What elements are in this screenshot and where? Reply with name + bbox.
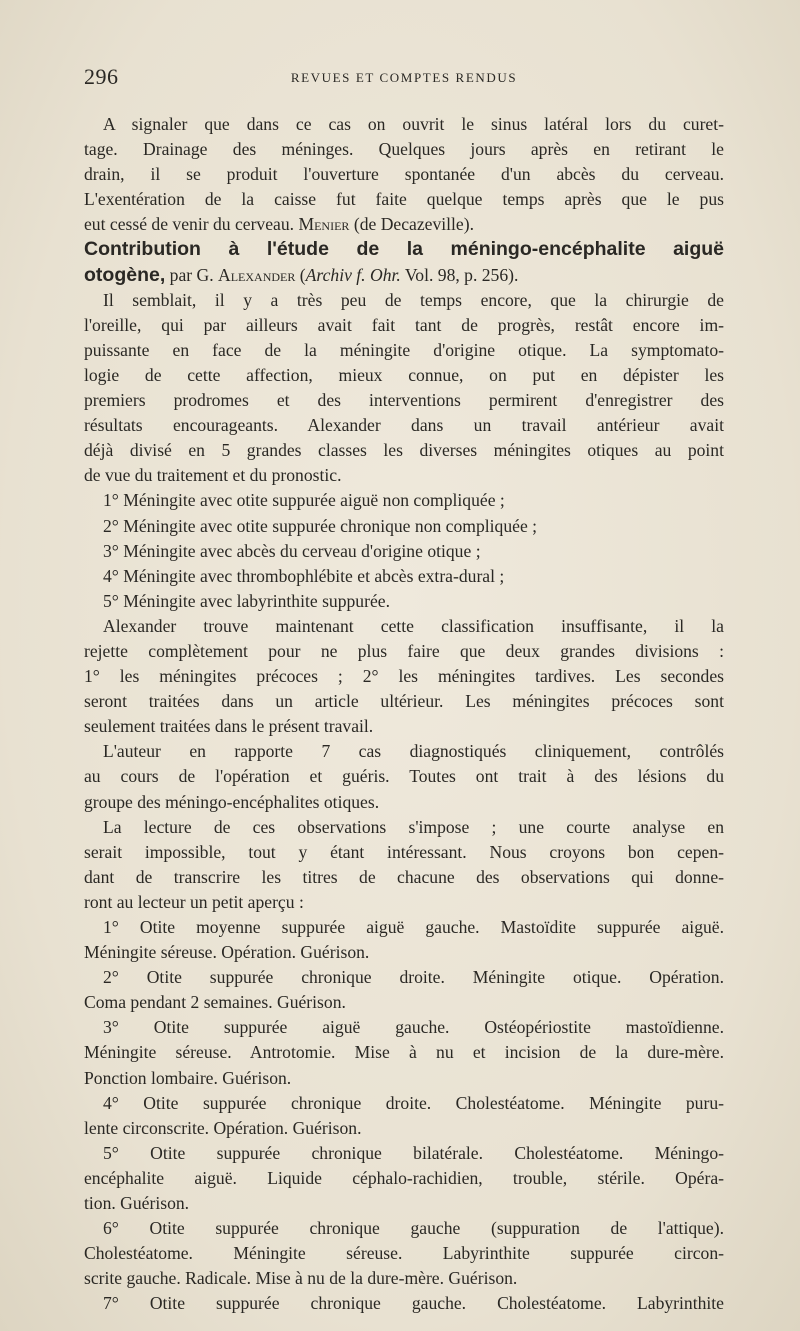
observation-7	[84, 1291, 724, 1316]
text-line: logie de cette affection, mieux connue, on put en dépister les	[84, 364, 724, 385]
text-line: Cholestéatome. Méningite séreuse. Labyrinthite suppurée circon-	[84, 1243, 724, 1264]
list-item: 2° Méningite avec otite suppurée chronique non compliquée ;	[103, 515, 538, 536]
text-segment: eut cessé de venir du cerveau.	[84, 214, 299, 235]
text-line: dant de transcrire les titres de chacune des observations qui donne-	[84, 866, 724, 887]
list-item: 4° Méningite avec thrombophlébite et abcès extra-dural ;	[103, 565, 505, 586]
observation-2	[84, 965, 724, 1015]
text-line: puissante en face de la méningite d'origine otique. La symptomato-	[84, 339, 724, 360]
text-line: seront traitées dans un article ultérieur. Les méningites précoces sont	[84, 691, 724, 712]
body-text	[84, 112, 724, 1317]
observation-3	[84, 1015, 724, 1090]
text-line: tage. Drainage des méninges. Quelques jours après en retirant le	[84, 139, 724, 160]
text-line: Ponction lombaire. Guérison.	[84, 1067, 292, 1088]
text-line: ront au lecteur un petit aperçu :	[84, 891, 304, 912]
article-author: Alexander	[218, 264, 296, 285]
text-segment: par G.	[165, 264, 219, 285]
text-line: seulement traitées dans le présent travail.	[84, 716, 374, 737]
paragraph-cases	[84, 739, 724, 814]
paragraph-observations-intro	[84, 815, 724, 915]
text-line: au cours de l'opération et guéris. Toutes ont trait à des lésions du	[84, 766, 724, 787]
observation-5	[84, 1141, 724, 1216]
text-line: Il semblait, il y a très peu de temps encore, que la chirurgie de	[103, 289, 724, 310]
page-header	[84, 64, 724, 92]
list-item: 1° Méningite avec otite suppurée aiguë non compliquée ;	[103, 490, 505, 511]
text-segment: (	[295, 264, 306, 285]
observation-6	[84, 1216, 724, 1291]
text-line: L'auteur en rapporte 7 cas diagnostiqués cliniquement, contrôlés	[103, 741, 724, 762]
text-line: groupe des méningo-encéphalites otiques.	[84, 791, 380, 812]
review-author-location: (de Decazeville).	[349, 214, 474, 235]
text-line: 6° Otite suppurée chronique gauche (suppuration de l'attique).	[103, 1218, 724, 1239]
text-line: drain, il se produit l'ouverture spontanée d'un abcès du cerveau.	[84, 164, 724, 185]
paragraph-introduction	[84, 288, 724, 489]
article-heading	[84, 237, 724, 287]
text-line: déjà divisé en 5 grandes classes les diverses méningites otiques au point	[84, 440, 724, 461]
observation-1	[84, 915, 724, 965]
text-line: lente circonscrite. Opération. Guérison.	[84, 1117, 362, 1138]
text-line: 3° Otite suppurée aiguë gauche. Ostéopériostite mastoïdienne.	[103, 1017, 724, 1038]
journal-name: Archiv f. Ohr.	[305, 264, 401, 285]
text-line: 5° Otite suppurée chronique bilatérale. Cholestéatome. Méningo-	[103, 1142, 724, 1163]
journal-reference: Vol. 98, p. 256).	[400, 264, 519, 285]
text-line: résultats encourageants. Alexander dans un travail antérieur avait	[84, 415, 724, 436]
running-head: REVUES ET COMPTES RENDUS	[290, 70, 518, 85]
text-line: 7° Otite suppurée chronique gauche. Cholestéatome. Labyrinthite	[103, 1293, 724, 1314]
text-line: de vue du traitement et du pronostic.	[84, 465, 342, 486]
text-line: L'exentération de la caisse fut faite quelque temps après que le pus	[84, 189, 724, 210]
article-title: Contribution à l'étude de la méningo-encéphalite aiguë	[84, 238, 724, 261]
text-line: 1° Otite moyenne suppurée aiguë gauche. Mastoïdite suppurée aiguë.	[103, 917, 724, 937]
text-line: l'oreille, qui par ailleurs avait fait tant de progrès, restât encore im-	[84, 314, 724, 335]
text-line: serait impossible, tout y étant intéressant. Nous croyons bon cepen-	[84, 841, 724, 862]
text-line: Alexander trouve maintenant cette classification insuffisante, il la	[103, 615, 724, 636]
classification-list	[84, 488, 724, 613]
text-line: tion. Guérison.	[84, 1193, 190, 1214]
text-line: Méningite séreuse. Opération. Guérison.	[84, 942, 370, 963]
text-line: scrite gauche. Radicale. Mise à nu de la dure-mère. Guérison.	[84, 1268, 518, 1289]
list-item: 5° Méningite avec labyrinthite suppurée.	[103, 590, 390, 611]
review-author: Menier	[298, 214, 350, 235]
text-line: 2° Otite suppurée chronique droite. Méningite otique. Opération.	[103, 967, 724, 988]
text-line: Coma pendant 2 semaines. Guérison.	[84, 992, 346, 1013]
text-line: 4° Otite suppurée chronique droite. Cholestéatome. Méningite puru-	[103, 1092, 724, 1113]
paragraph-drainage	[84, 112, 724, 237]
page-number: 296	[84, 64, 119, 89]
text-line: 1° les méningites précoces ; 2° les méningites tardives. Les secondes	[84, 666, 724, 687]
text-line: rejette complètement pour ne plus faire que deux grandes divisions :	[84, 640, 724, 661]
paragraph-new-classification	[84, 614, 724, 739]
text-line: premiers prodromes et des interventions permirent d'enregistrer des	[84, 390, 724, 411]
text-line: A signaler que dans ce cas on ouvrit le sinus latéral lors du curet-	[103, 114, 724, 134]
text-line	[84, 212, 724, 237]
list-item: 3° Méningite avec abcès du cerveau d'origine otique ;	[103, 540, 481, 561]
article-citation	[84, 263, 724, 288]
text-line: Méningite séreuse. Antrotomie. Mise à nu et incision de la dure-mère.	[84, 1042, 724, 1063]
text-line: La lecture de ces observations s'impose ; une courte analyse en	[103, 816, 724, 837]
observation-4	[84, 1091, 724, 1141]
article-title-end: otogène,	[84, 263, 166, 286]
text-line: encéphalite aiguë. Liquide céphalo-rachidien, trouble, stérile. Opéra-	[84, 1167, 724, 1188]
